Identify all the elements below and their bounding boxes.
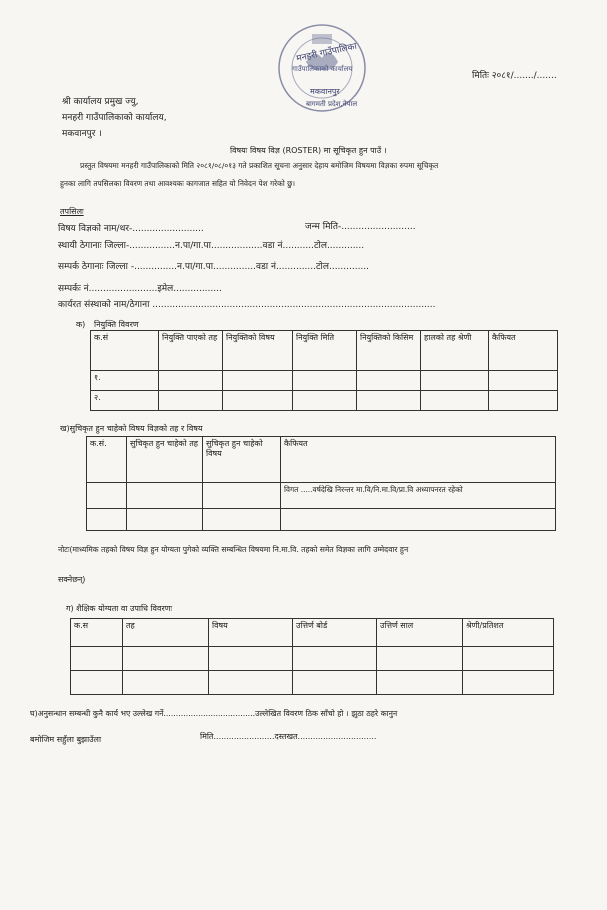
table-row — [91, 391, 558, 411]
header-cell: क.सं. — [87, 437, 127, 483]
table-cell — [463, 647, 554, 671]
table-cell — [489, 371, 558, 391]
note-line-1: नोटः(माध्यमिक तहको विषय विज्ञ हुन योग्यता पुगेको व्यक्ति सम्बन्धित विषयमा नि.मा.वि. तहको समेत विज्ञका लागि उम्मेदवार हुन — [58, 545, 409, 554]
header-cell: क.सं — [91, 331, 159, 371]
name-field: विषय विज्ञको नाम/थर-......................... — [58, 224, 204, 234]
education-table — [70, 618, 554, 695]
table-cell — [223, 391, 293, 411]
address-line-3: मकवानपुर । — [62, 129, 102, 139]
table-cell — [127, 509, 203, 531]
seal-text-1: मनहरी गाउँपालिका — [295, 41, 358, 65]
permanent-address-field: स्थायी ठेगानाः जिल्ला-................न.पा/गा.पा..................वडा नं...........टोल............. — [58, 241, 365, 251]
seal-text-4: बागमती प्रदेश,नेपाल — [306, 100, 358, 108]
row-number: २. — [91, 391, 159, 411]
table-cell — [293, 671, 377, 695]
appointment-table — [90, 330, 558, 411]
details-heading: तपसिलः — [60, 207, 84, 216]
header-cell: उत्तिर्ण बोर्ड — [293, 619, 377, 647]
remark-cell: विगत .....वर्षदेखि निरन्तर मा.वि/नि.मा.वि/प्रा.वि अध्यापनरत रहेको — [281, 483, 556, 509]
table-cell — [159, 391, 223, 411]
header-cell: सुचिकृत हुन चाहेको तह — [127, 437, 203, 483]
header-cell: नियुक्ति मिति — [293, 331, 357, 371]
contact-address-field: सम्पर्क ठेगानाः जिल्ला -...............न.पा/गा.पा...............वडा नं..............टोल.............. — [58, 262, 370, 272]
table-cell — [377, 671, 463, 695]
body-line-1: प्रस्तुत विषयमा मनहरी गाउँपालिकाको मिति २०८१/०८/०१३ गते प्रकाशित सूचना अनुसार देहाय बमोजिम विषयमा विज्ञका रुपमा सूचिकृत — [80, 161, 439, 170]
header-cell: कैफियत — [281, 437, 556, 483]
table-cell — [203, 483, 281, 509]
table-cell — [123, 647, 209, 671]
table-row — [71, 671, 554, 695]
seal-text-3: मकवानपुर — [310, 87, 340, 96]
table-cell — [159, 371, 223, 391]
date-line: मितिः २०८१/......./....... — [472, 71, 557, 81]
table-cell — [293, 647, 377, 671]
header-cell: हालको तह श्रेणी — [421, 331, 489, 371]
subject-expert-table — [86, 436, 556, 531]
table-cell — [293, 391, 357, 411]
table-cell — [421, 371, 489, 391]
organization-field: कार्यरत संस्थाको नाम/ठेगाना ................................................................................................... — [58, 300, 436, 310]
dob-field: जन्म मिति-.......................... — [305, 222, 416, 232]
row-number: १. — [91, 371, 159, 391]
table-cell — [223, 371, 293, 391]
header-cell: क.स — [71, 619, 123, 647]
table-cell — [489, 391, 558, 411]
table-cell — [357, 391, 421, 411]
header-cell: सुचिकृत हुन चाहेको विषय — [203, 437, 281, 483]
address-line-1: श्री कार्यालय प्रमुख ज्यु, — [62, 97, 139, 107]
table-cell — [71, 671, 123, 695]
table-cell — [87, 483, 127, 509]
table-row — [91, 371, 558, 391]
header-cell: नियुक्ति पाएको तह — [159, 331, 223, 371]
signature-line: मिति........................दस्तखत............................... — [200, 732, 377, 741]
header-cell: श्रेणी/प्रतिशत — [463, 619, 554, 647]
table-header-row — [71, 619, 554, 647]
table-row — [87, 509, 556, 531]
section-a-title: नियुक्ति विवरण — [94, 320, 139, 329]
header-cell: नियुक्तिको किसिम — [357, 331, 421, 371]
table-cell — [123, 671, 209, 695]
table-cell — [281, 509, 556, 531]
contact-field: सम्पर्कः नं........................इमेल................. — [58, 284, 222, 294]
section-c-title: ग) शैक्षिक योग्यता वा उपाधि विवरणः — [66, 604, 173, 613]
table-header-row — [91, 331, 558, 371]
address-line-2: मनहरी गाउँपालिकाको कार्यालय, — [62, 113, 167, 123]
table-cell — [209, 647, 293, 671]
header-cell: उत्तिर्ण साल — [377, 619, 463, 647]
table-cell — [71, 647, 123, 671]
table-header-row — [87, 437, 556, 483]
header-cell: विषय — [209, 619, 293, 647]
section-a-label: क) — [76, 320, 86, 329]
body-line-2: हुनका लागि तपसिलका विवरण तथा आवश्यकः कागजात सहित यो निवेदन पेश गरेको छु। — [60, 179, 296, 188]
table-cell — [87, 509, 127, 531]
table-cell — [293, 371, 357, 391]
subject-line: विषयः विषय विज्ञ (ROSTER) मा सूचिकृत हुन पाउँ । — [230, 146, 387, 155]
table-cell — [421, 391, 489, 411]
table-cell — [377, 647, 463, 671]
table-cell — [209, 671, 293, 695]
header-cell: नियुक्तिको विषय — [223, 331, 293, 371]
table-row — [87, 483, 556, 509]
declaration-line-1: घ)अनुसन्धान सम्बन्धी कुनै कार्य भए उल्लेख गर्ने.....................................उल्लेखित विवरण ठिक साँचो हो । झुठा ठहरे कानुन — [30, 709, 398, 718]
header-cell: कैफियत — [489, 331, 558, 371]
table-cell — [463, 671, 554, 695]
note-line-2: सक्नेछन्) — [58, 575, 86, 584]
table-row — [71, 647, 554, 671]
seal-text-2: गाउँपालिकाको कार्यालय — [292, 65, 353, 73]
table-cell — [203, 509, 281, 531]
section-b-title: ख)सुचिकृत हुन चाहेको विषय विज्ञको तह र विषय — [60, 424, 203, 433]
table-cell — [357, 371, 421, 391]
header-cell: तह — [123, 619, 209, 647]
table-cell — [127, 483, 203, 509]
declaration-line-2: बमोजिम सहुँला बुझाउँला — [30, 735, 102, 744]
